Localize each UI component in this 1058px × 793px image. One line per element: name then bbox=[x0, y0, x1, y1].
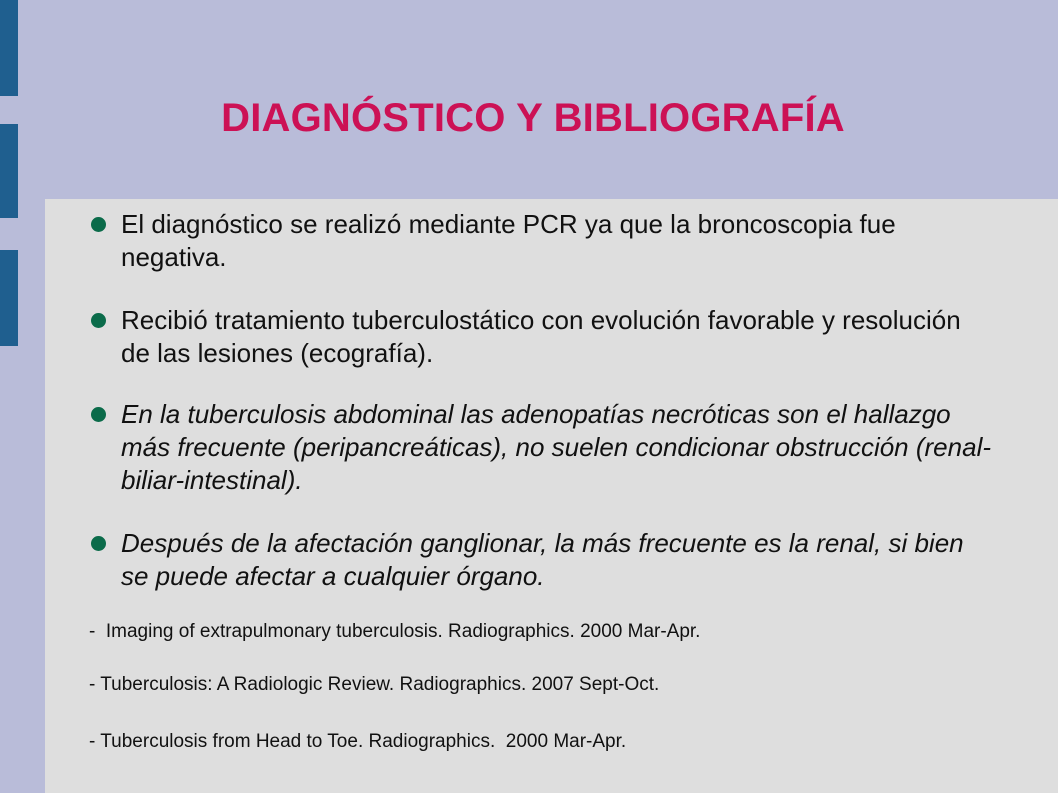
bullet-dot-icon bbox=[91, 407, 106, 422]
decorative-side-bar-middle bbox=[0, 124, 18, 218]
reference-item: - Imaging of extrapulmonary tuberculosis. Radiographics. 2000 Mar-Apr. bbox=[89, 621, 701, 642]
bullet-item bbox=[91, 527, 991, 593]
bullet-dot-icon bbox=[91, 536, 106, 551]
bullet-item bbox=[91, 208, 991, 274]
bullet-dot-icon bbox=[91, 313, 106, 328]
bullet-dot-icon bbox=[91, 217, 106, 232]
content-panel bbox=[45, 199, 1058, 793]
reference-item: - Tuberculosis: A Radiologic Review. Radiographics. 2007 Sept-Oct. bbox=[89, 674, 660, 695]
bullet-text: Después de la afectación ganglionar, la más frecuente es la renal, si bien se puede afectar a cualquier órgano. bbox=[121, 528, 964, 591]
bullet-item bbox=[91, 304, 991, 370]
reference-item: - Tuberculosis from Head to Toe. Radiographics. 2000 Mar-Apr. bbox=[89, 731, 627, 752]
decorative-side-bar-bottom bbox=[0, 250, 18, 346]
decorative-side-bar-top bbox=[0, 0, 18, 96]
bullet-text: Recibió tratamiento tuberculostático con evolución favorable y resolución de las lesiones (ecografía). bbox=[121, 305, 961, 368]
bullet-text: En la tuberculosis abdominal las adenopatías necróticas son el hallazgo más frecuente (peripancreáticas), no suelen condicionar obstrucción (renal-biliar-intestinal). bbox=[121, 399, 991, 495]
bullet-item bbox=[91, 398, 991, 497]
slide-title: DIAGNÓSTICO Y BIBLIOGRAFÍA bbox=[221, 96, 845, 140]
bullet-text: El diagnóstico se realizó mediante PCR ya que la broncoscopia fue negativa. bbox=[121, 209, 896, 272]
